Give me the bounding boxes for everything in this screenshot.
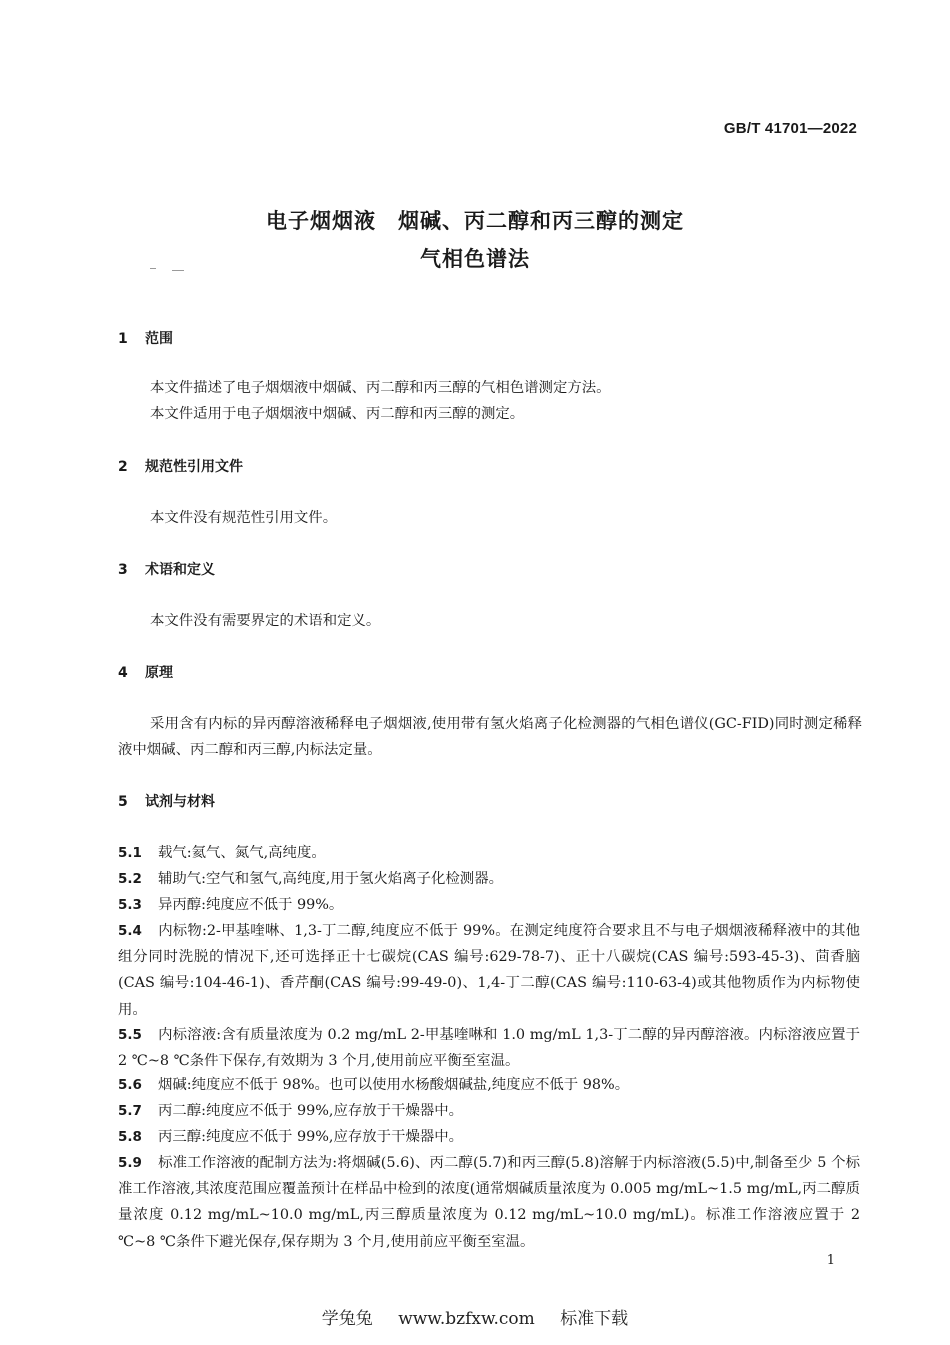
item-text: 载气:氦气、氮气,高纯度。: [158, 845, 326, 861]
item-number: 5.6: [118, 1077, 142, 1093]
section-title: 规范性引用文件: [145, 459, 243, 475]
section-title: 术语和定义: [145, 562, 215, 578]
item-text: 烟碱:纯度应不低于 98%。也可以使用水杨酸烟碱盐,纯度应不低于 98%。: [158, 1077, 630, 1093]
section-number: 2: [118, 459, 128, 475]
item-text: 辅助气:空气和氢气,高纯度,用于氢火焰离子化检测器。: [158, 871, 503, 887]
item-number: 5.3: [118, 897, 142, 913]
section-title: 范围: [145, 331, 173, 347]
reagent-item: [118, 866, 860, 892]
item-text: 丙三醇:纯度应不低于 99%,应存放于干燥器中。: [158, 1129, 464, 1145]
reagent-item: [118, 892, 860, 918]
item-text: 内标溶液:含有质量浓度为 0.2 mg/mL 2-甲基喹啉和 1.0 mg/mL 1,3-丁二醇的异丙醇溶液。内标溶液应置于 2 ℃~8 ℃条件下保存,有效期为 3 个月,使用前应平衡至室温。: [118, 1027, 860, 1070]
reagent-item: [118, 840, 860, 866]
section-title: 试剂与材料: [145, 794, 215, 810]
item-text: 丙二醇:纯度应不低于 99%,应存放于干燥器中。: [158, 1103, 464, 1119]
principle-paragraph: 采用含有内标的异丙醇溶液稀释电子烟烟液,使用带有氢火焰离子化检测器的气相色谱仪(GC-FID)同时测定稀释液中烟碱、丙二醇和丙三醇,内标法定量。: [118, 716, 862, 758]
title-line-1-part-b: 烟碱、丙二醇和丙三醇的测定: [398, 209, 684, 233]
scope-paragraph-2: 本文件适用于电子烟烟液中烟碱、丙二醇和丙三醇的测定。: [150, 406, 525, 422]
title-line-1-part-a: 电子烟烟液: [266, 209, 376, 233]
page-number: 1: [826, 1253, 835, 1268]
normative-paragraph: 本文件没有规范性引用文件。: [150, 510, 338, 526]
reagent-item: [118, 1098, 860, 1124]
terms-paragraph: 本文件没有需要界定的术语和定义。: [150, 613, 381, 629]
footer-site-url[interactable]: www.bzfxw.com: [398, 1309, 535, 1329]
standard-code: GB/T 41701—2022: [723, 120, 857, 137]
item-number: 5.5: [118, 1027, 142, 1043]
section-heading-principle: [118, 662, 173, 682]
reagent-item: [118, 1124, 860, 1150]
section-title: 原理: [145, 665, 173, 681]
item-number: 5.8: [118, 1129, 142, 1145]
item-number: 5.7: [118, 1103, 142, 1119]
footer-site-name: 学兔兔: [321, 1309, 373, 1329]
section-number: 4: [118, 665, 128, 681]
footer-watermark: [0, 1304, 950, 1329]
section-number: 1: [118, 331, 128, 347]
title-line-2: 气相色谱法: [420, 247, 530, 271]
section-number: 5: [118, 794, 128, 810]
item-text: 内标物:2-甲基喹啉、1,3-丁二醇,纯度应不低于 99%。在测定纯度符合要求且不与电子烟烟液稀释液中的其他组分同时洗脱的情况下,还可选择正十七碳烷(CAS 编号:629-78-7)、正十八碳烷(CAS 编号:593-45-3)、茴香脑(CAS 编号:104-46-1)、香芹酮(CAS 编号:99-49-0)、1,4-丁二醇(CAS 编号:110-63-4)或其他物质作为内标物使用。: [118, 923, 860, 1018]
item-text: 异丙醇:纯度应不低于 99%。: [158, 897, 344, 913]
section-heading-reagents: [118, 791, 215, 811]
item-number: 5.9: [118, 1155, 142, 1171]
reagent-item: [118, 1150, 860, 1255]
section-number: 3: [118, 562, 128, 578]
scan-mark: [150, 268, 156, 269]
reagent-item: [118, 1072, 860, 1098]
item-number: 5.1: [118, 845, 142, 861]
reagent-item: [118, 918, 860, 1023]
item-number: 5.2: [118, 871, 142, 887]
footer-slogan: 标准下载: [560, 1309, 629, 1329]
section-heading-terms: [118, 559, 215, 579]
section-heading-scope: [118, 328, 173, 348]
title-line-1: [0, 205, 950, 235]
reagent-item: [118, 1022, 860, 1074]
scan-mark: [172, 270, 184, 271]
scope-paragraph-1: 本文件描述了电子烟烟液中烟碱、丙二醇和丙三醇的气相色谱测定方法。: [150, 380, 611, 396]
section-heading-normative: [118, 456, 243, 476]
item-number: 5.4: [118, 923, 142, 939]
item-text: 标准工作溶液的配制方法为:将烟碱(5.6)、丙二醇(5.7)和丙三醇(5.8)溶解于内标溶液(5.5)中,制备至少 5 个标准工作溶液,其浓度范围应覆盖预计在样品中检到的浓度(通常烟碱质量浓度为 0.005 mg/mL~1.5 mg/mL,丙二醇质量浓度 0.12 mg/mL~10.0 mg/mL,丙三醇质量浓度为 0.12 mg/mL~10.0 mg/mL)。标准工作溶液应置于 2 ℃~8 ℃条件下避光保存,保存期为 3 个月,使用前应平衡至室温。: [118, 1155, 860, 1250]
